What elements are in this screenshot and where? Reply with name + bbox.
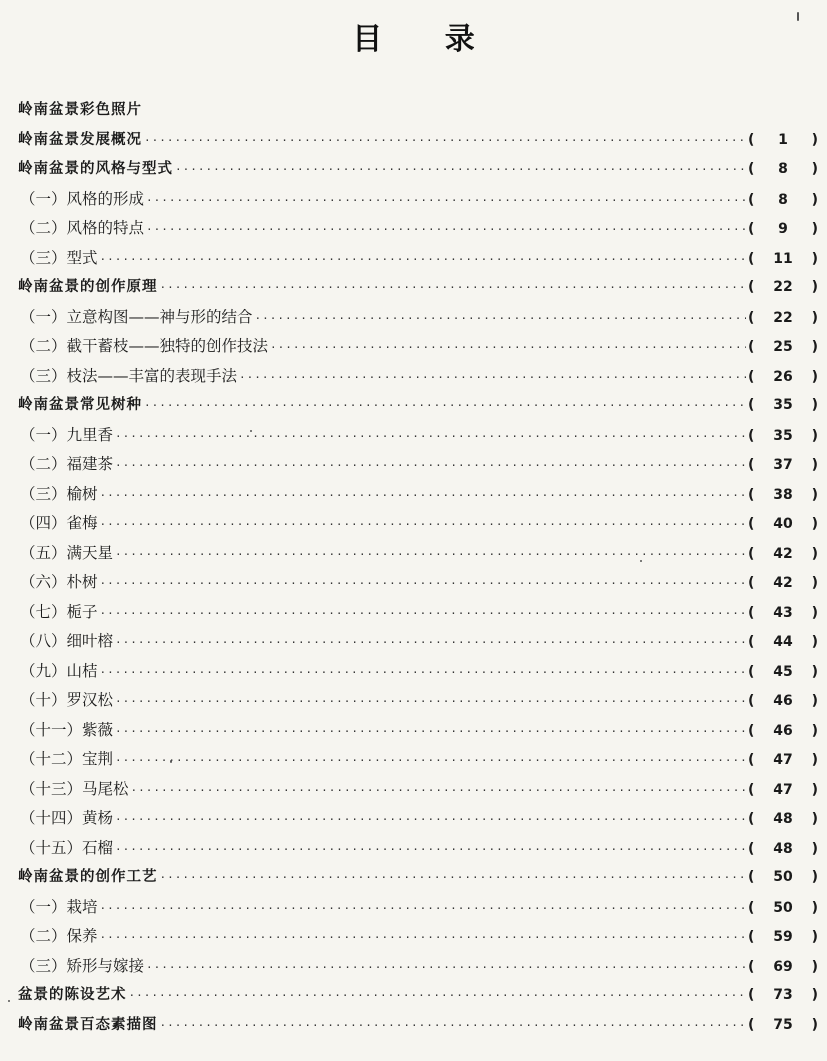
page-number-value: 26 (773, 368, 793, 385)
open-paren: ( (748, 869, 755, 885)
toc-page-number (748, 628, 818, 658)
toc-entry-label: 岭南盆景百态素描图 (18, 1016, 158, 1033)
page-number-value: 73 (773, 987, 793, 1003)
page-number-value: 22 (773, 279, 793, 295)
close-paren: ) (811, 516, 818, 532)
dot-leader (115, 805, 746, 835)
toc-page-number (748, 717, 818, 747)
toc-page-number (748, 510, 818, 540)
open-paren: ( (748, 663, 755, 680)
toc-entry (18, 804, 818, 834)
toc-entry (18, 981, 818, 1011)
open-paren: ( (748, 840, 755, 857)
page-number-value: 40 (773, 516, 793, 532)
close-paren: ) (811, 811, 818, 827)
toc-entry (18, 716, 818, 746)
toc-entry-label: （十）罗汉松 (20, 691, 114, 709)
toc-entry (18, 303, 818, 333)
page-number-value: 75 (773, 1016, 793, 1033)
scan-speck (8, 1000, 10, 1002)
open-paren: ( (748, 722, 755, 739)
close-paren: ) (811, 368, 818, 385)
close-paren: ) (811, 987, 818, 1003)
toc-entry-label: （三）榆树 (20, 484, 98, 503)
close-paren: ) (811, 781, 818, 798)
open-paren: ( (748, 693, 755, 709)
toc-entry-label: （七）栀子 (20, 602, 98, 621)
open-paren: ( (748, 486, 755, 503)
toc-entry (18, 155, 818, 185)
close-paren: ) (811, 869, 818, 885)
toc-entry (18, 893, 818, 923)
close-paren: ) (811, 309, 818, 326)
scan-speck (170, 760, 172, 763)
toc-entry-label: （十四）黄杨 (20, 809, 114, 827)
page-number-value: 8 (778, 161, 788, 177)
table-of-contents (18, 96, 818, 1040)
toc-entry (18, 126, 818, 156)
open-paren: ( (748, 309, 755, 326)
dot-leader (100, 599, 746, 629)
close-paren: ) (811, 899, 818, 916)
toc-entry (18, 214, 818, 244)
dot-leader (160, 273, 747, 303)
toc-page-number (748, 981, 818, 1011)
close-paren: ) (811, 663, 818, 680)
page-number-value: 9 (778, 221, 788, 237)
toc-entry (18, 450, 818, 480)
close-paren: ) (811, 840, 818, 857)
page-number-value: 47 (773, 752, 793, 768)
toc-entry (18, 185, 818, 215)
toc-entry-label: 岭南盆景发展概况 (18, 131, 142, 148)
page-title: 目 录 (352, 22, 501, 57)
dot-leader (100, 569, 746, 599)
toc-entry (18, 657, 818, 687)
toc-entry (18, 863, 818, 893)
page-number-value: 11 (773, 250, 793, 267)
dot-leader (100, 894, 746, 924)
toc-page-number (748, 304, 818, 334)
close-paren: ) (811, 339, 818, 355)
close-paren: ) (811, 397, 818, 413)
dot-leader (115, 687, 746, 717)
toc-page-number (748, 863, 818, 893)
close-paren: ) (811, 457, 818, 473)
toc-entry (18, 362, 818, 392)
close-paren: ) (811, 427, 818, 444)
dot-leader (160, 1011, 747, 1041)
toc-page-number (748, 835, 818, 865)
dot-leader (160, 863, 747, 893)
toc-page-number (748, 1011, 818, 1041)
toc-entry-label: （六）朴树 (20, 573, 98, 591)
toc-page-number (748, 422, 818, 452)
open-paren: ( (748, 929, 755, 945)
open-paren: ( (748, 958, 755, 975)
dot-leader (100, 923, 746, 953)
page-number-value: 48 (773, 840, 793, 857)
toc-entry (18, 421, 818, 451)
scan-speck (250, 430, 252, 432)
close-paren: ) (811, 634, 818, 650)
dot-leader (146, 186, 746, 216)
toc-page-number (748, 687, 818, 717)
page-number-value: 44 (773, 634, 793, 650)
toc-entry-label: （十三）马尾松 (20, 779, 129, 798)
page-number-value: 50 (773, 899, 793, 916)
toc-entry (18, 273, 818, 303)
open-paren: ( (748, 811, 755, 827)
close-paren: ) (811, 161, 818, 177)
dot-leader (115, 746, 746, 776)
page-number-value: 35 (773, 427, 793, 444)
open-paren: ( (748, 604, 755, 621)
toc-entry-label: 岭南盆景常见树种 (18, 397, 142, 413)
scan-speck (640, 560, 642, 562)
open-paren: ( (748, 368, 755, 385)
toc-entry-label: 盆景的陈设艺术 (18, 987, 127, 1003)
page-number-value: 1 (778, 131, 788, 148)
dot-leader (100, 481, 746, 511)
dot-leader (115, 628, 746, 658)
close-paren: ) (811, 693, 818, 709)
toc-entry-label: （四）雀梅 (20, 514, 98, 532)
page-number-value: 22 (773, 309, 793, 326)
toc-page-number (748, 391, 818, 421)
close-paren: ) (811, 604, 818, 621)
toc-entry (18, 568, 818, 598)
toc-entry-label: （二）截干蓄枝——独特的创作技法 (20, 337, 269, 355)
open-paren: ( (748, 131, 755, 148)
toc-entry-label: （五）满天星 (20, 543, 114, 562)
toc-entry-label: （二）保养 (20, 927, 98, 945)
toc-entry-label: （一）立意构图——神与形的结合 (20, 307, 253, 326)
close-paren: ) (811, 575, 818, 591)
page-number-value: 46 (773, 693, 793, 709)
close-paren: ) (811, 191, 818, 208)
open-paren: ( (748, 516, 755, 532)
open-paren: ( (748, 191, 755, 208)
open-paren: ( (748, 752, 755, 768)
dot-leader (146, 215, 746, 245)
open-paren: ( (748, 397, 755, 413)
close-paren: ) (811, 1016, 818, 1033)
close-paren: ) (811, 722, 818, 739)
close-paren: ) (811, 279, 818, 295)
toc-entry (18, 539, 818, 569)
dot-leader (115, 540, 746, 570)
toc-page-number (748, 953, 818, 983)
open-paren: ( (748, 1016, 755, 1033)
open-paren: ( (748, 279, 755, 295)
toc-page-number (748, 569, 818, 599)
dot-leader (115, 835, 746, 865)
toc-entry-label: （三）型式 (20, 248, 98, 267)
toc-entry (18, 952, 818, 982)
toc-entry-label: （十一）紫薇 (20, 720, 114, 739)
page-number-value: 50 (773, 869, 793, 885)
close-paren: ) (811, 131, 818, 148)
open-paren: ( (748, 987, 755, 1003)
toc-page-number (748, 894, 818, 924)
toc-entry (18, 834, 818, 864)
toc-entry-label: （九）山桔 (20, 661, 98, 680)
page-number-value: 48 (773, 811, 793, 827)
close-paren: ) (811, 250, 818, 267)
open-paren: ( (748, 250, 755, 267)
open-paren: ( (748, 545, 755, 562)
toc-page-number (748, 273, 818, 303)
page-number-value: 59 (773, 929, 793, 945)
close-paren: ) (811, 486, 818, 503)
dot-leader (100, 658, 746, 688)
page-number-value: 37 (773, 457, 793, 473)
dot-leader (255, 304, 746, 334)
toc-page-number (748, 186, 818, 216)
page-number-value: 38 (773, 486, 793, 503)
toc-page-number (748, 599, 818, 629)
toc-entry (18, 686, 818, 716)
toc-entry-label: （一）栽培 (20, 897, 98, 916)
open-paren: ( (748, 339, 755, 355)
toc-page-number (748, 126, 818, 156)
page-number-value: 8 (778, 191, 788, 208)
toc-entry-label: （十五）石榴 (20, 838, 114, 857)
scan-speck (797, 12, 799, 21)
toc-page-number (748, 658, 818, 688)
open-paren: ( (748, 575, 755, 591)
open-paren: ( (748, 899, 755, 916)
page-number-value: 46 (773, 722, 793, 739)
toc-page-number (748, 333, 818, 363)
open-paren: ( (748, 221, 755, 237)
page-number-value: 42 (773, 575, 793, 591)
toc-entry-label: （一）风格的形成 (20, 189, 145, 208)
toc-entry (18, 332, 818, 362)
close-paren: ) (811, 958, 818, 975)
toc-entry-label: 岭南盆景的创作工艺 (18, 869, 158, 885)
toc-entry (18, 922, 818, 952)
toc-entry-label: （一）九里香 (20, 425, 114, 444)
dot-leader (144, 126, 746, 156)
toc-entry (18, 627, 818, 657)
toc-entry (18, 509, 818, 539)
toc-entry-label: 岭南盆景的创作原理 (18, 279, 158, 295)
toc-page-number (748, 245, 818, 275)
toc-page-number (748, 451, 818, 481)
toc-entry (18, 96, 818, 126)
dot-leader (115, 422, 746, 452)
toc-entry-label: （十二）宝荆 (20, 750, 114, 768)
toc-entry (18, 745, 818, 775)
dot-leader (131, 776, 746, 806)
toc-entry (18, 775, 818, 805)
toc-entry (18, 480, 818, 510)
page-number-value: 35 (773, 397, 793, 413)
toc-entry (18, 244, 818, 274)
close-paren: ) (811, 545, 818, 562)
toc-entry-label: （八）细叶榕 (20, 632, 114, 650)
toc-entry (18, 1011, 818, 1041)
open-paren: ( (748, 427, 755, 444)
toc-page-number (748, 923, 818, 953)
toc-page-number (748, 805, 818, 835)
toc-entry-label: 岭南盆景彩色照片 (18, 102, 142, 118)
dot-leader (115, 451, 746, 481)
toc-page-number (748, 746, 818, 776)
open-paren: ( (748, 634, 755, 650)
dot-leader (239, 363, 746, 393)
toc-entry (18, 391, 818, 421)
toc-page-number (748, 540, 818, 570)
page-number-value: 45 (773, 663, 793, 680)
close-paren: ) (811, 929, 818, 945)
dot-leader (144, 391, 746, 421)
open-paren: ( (748, 457, 755, 473)
dot-leader (175, 155, 746, 185)
toc-page-number (748, 363, 818, 393)
toc-page-number (748, 776, 818, 806)
page-number-value: 47 (773, 781, 793, 798)
dot-leader (129, 981, 747, 1011)
toc-entry-label: （三）矫形与嫁接 (20, 956, 145, 975)
toc-entry-label: 岭南盆景的风格与型式 (18, 161, 173, 177)
page-number-value: 42 (773, 545, 793, 562)
page-number-value: 25 (773, 339, 793, 355)
toc-entry-label: （三）枝法——丰富的表现手法 (20, 366, 238, 385)
page-number-value: 43 (773, 604, 793, 621)
dot-leader (270, 333, 746, 363)
open-paren: ( (748, 161, 755, 177)
toc-entry-label: （二）福建茶 (20, 455, 114, 473)
close-paren: ) (811, 221, 818, 237)
dot-leader (115, 717, 746, 747)
dot-leader (100, 245, 746, 275)
dot-leader (100, 510, 746, 540)
dot-leader (146, 953, 746, 983)
toc-page-number (748, 155, 818, 185)
toc-page-number (748, 215, 818, 245)
toc-entry-label: （二）风格的特点 (20, 219, 145, 237)
toc-entry (18, 598, 818, 628)
open-paren: ( (748, 781, 755, 798)
close-paren: ) (811, 752, 818, 768)
page-number-value: 69 (773, 958, 793, 975)
toc-page-number (748, 481, 818, 511)
